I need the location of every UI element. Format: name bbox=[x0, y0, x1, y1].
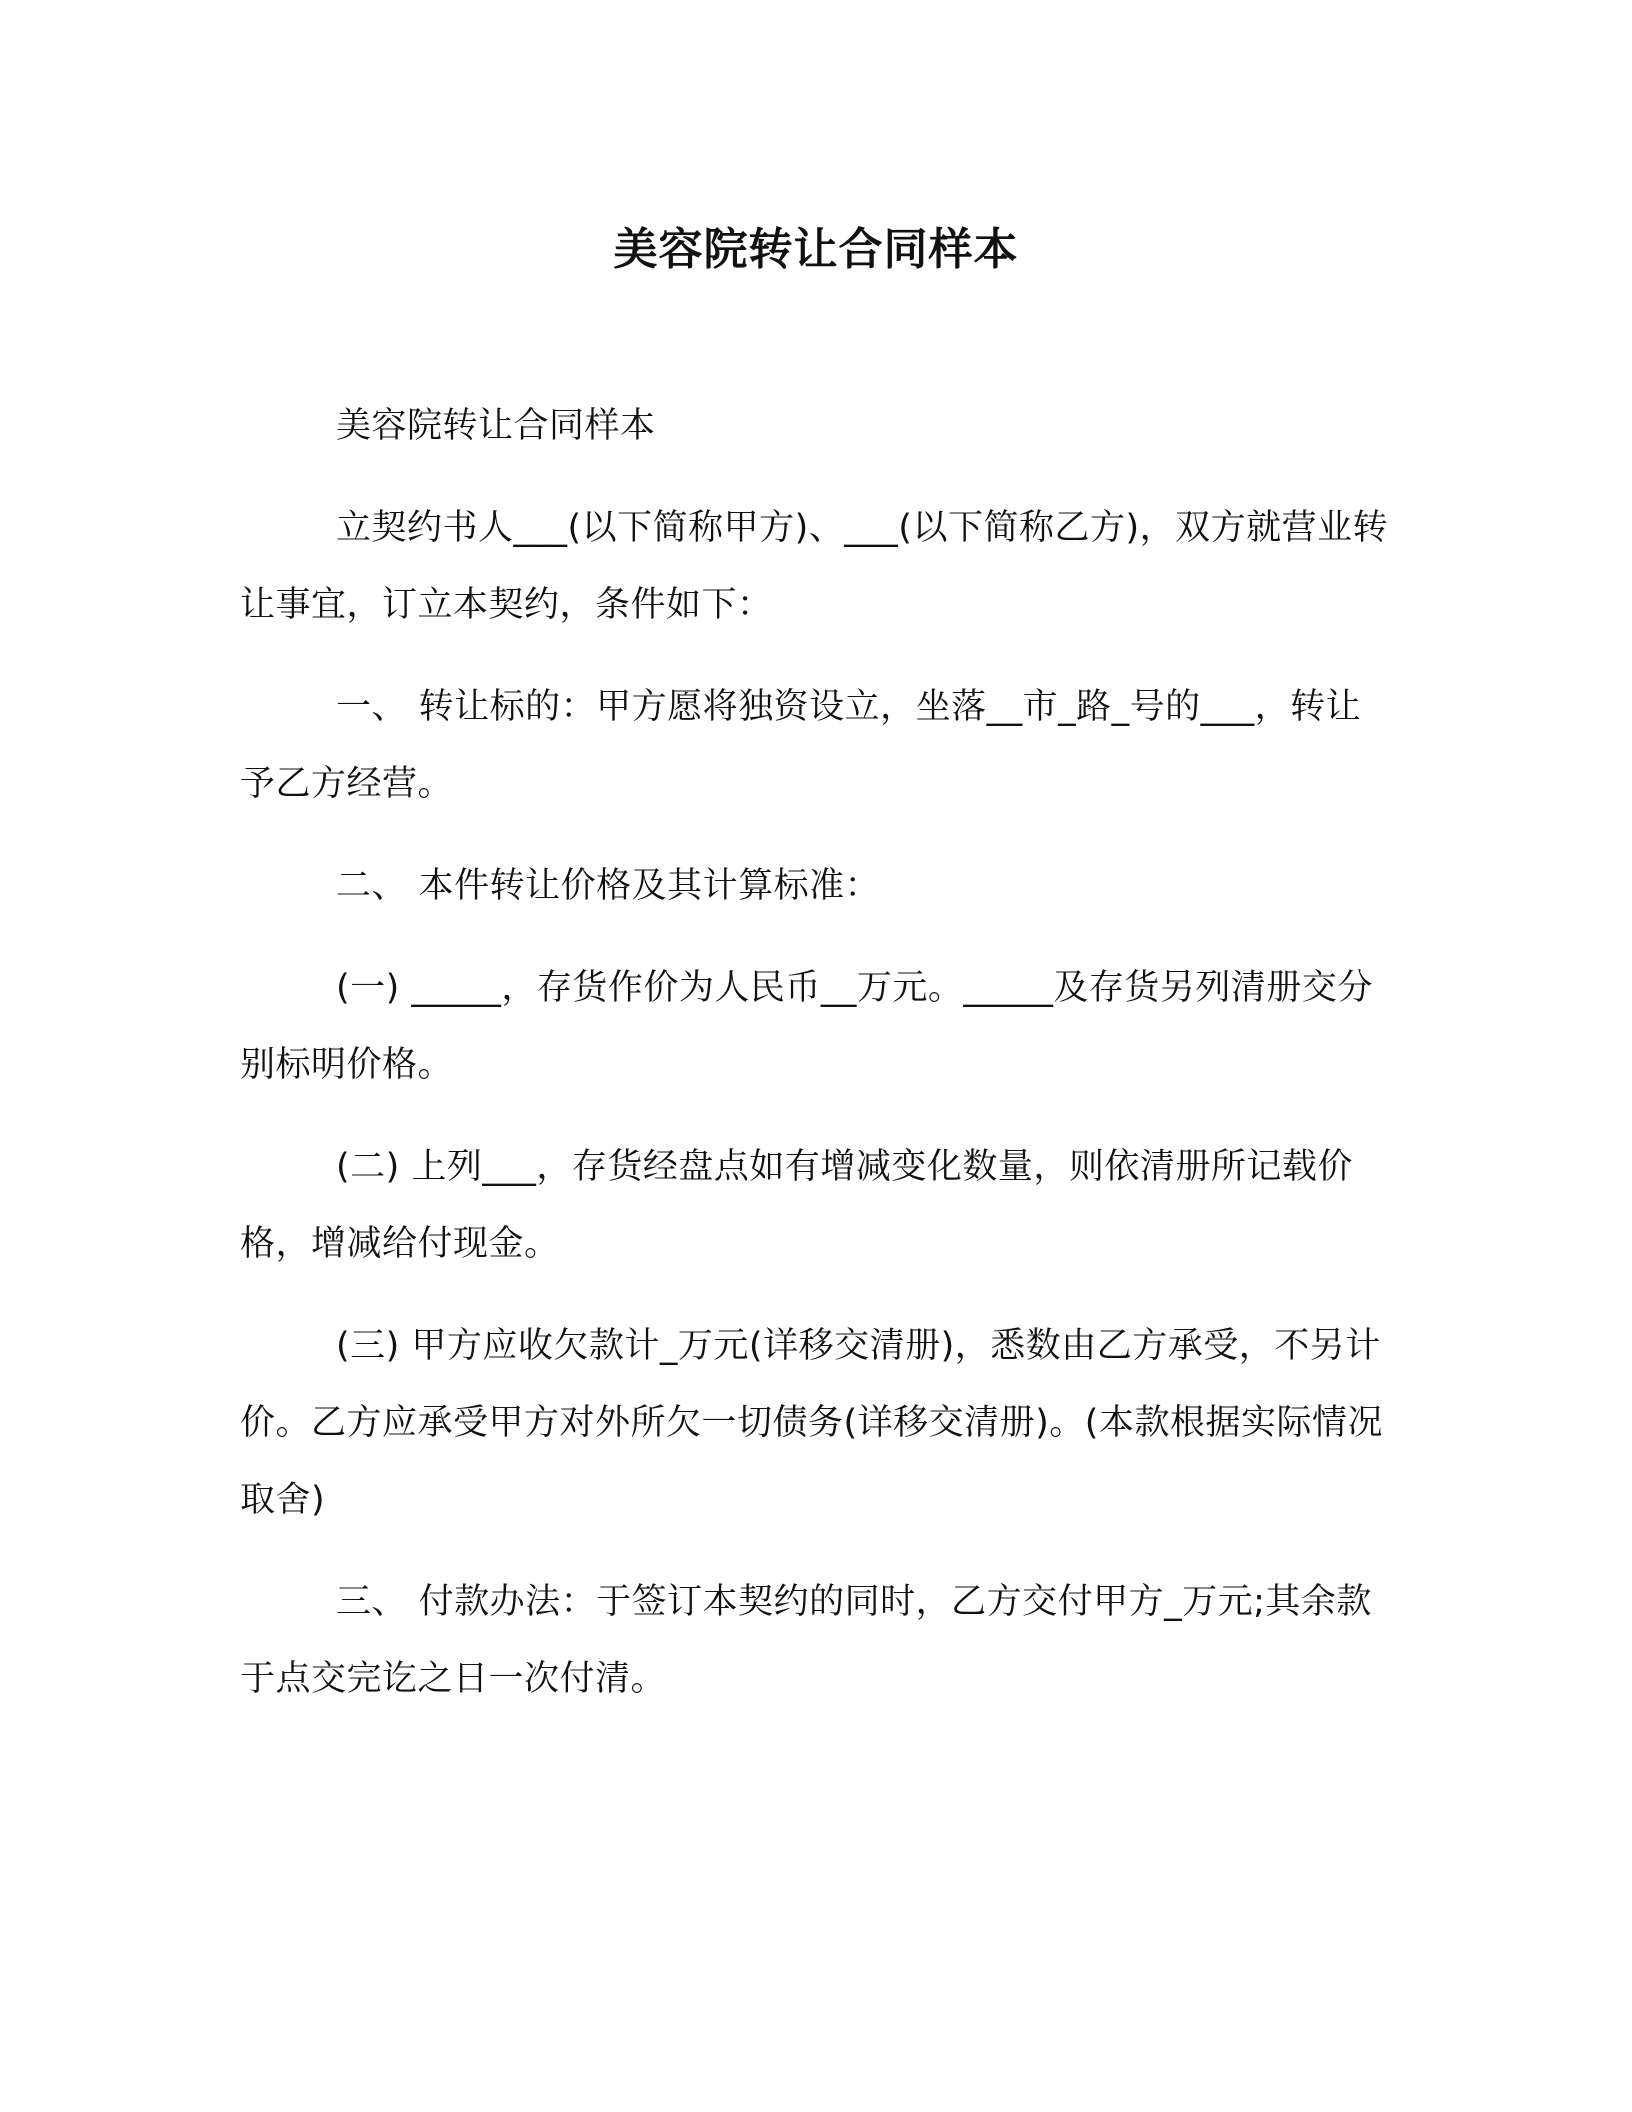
paragraph-clause-2-item-3: (三) 甲方应收欠款计_万元(详移交清册)，悉数由乙方承受，不另计价。乙方应承受甲方对外所欠一切债务(详移交清册)。(本款根据实际情况取舍) bbox=[240, 1326, 1383, 1520]
paragraph-clause-2-item-2: (二) 上列___，存货经盘点如有增减变化数量，则依清册所记载价格，增减给付现金。 bbox=[240, 1147, 1353, 1264]
paragraph-subtitle: 美容院转让合同样本 bbox=[336, 406, 656, 446]
document-body bbox=[240, 388, 1390, 1743]
paragraph-clause-2-price: 二、 本件转让价格及其计算标准： bbox=[336, 866, 881, 906]
paragraph-clause-2-item-1: (一) _____，存货作价为人民币__万元。_____及存货另列清册交分别标明价格。 bbox=[240, 968, 1373, 1085]
paragraph-parties: 立契约书人___(以下简称甲方)、___(以下简称乙方)，双方就营业转让事宜，订立本契约，条件如下： bbox=[240, 508, 1389, 625]
paragraph-clause-1-subject: 一、 转让标的：甲方愿将独资设立，坐落__市_路_号的___，转让予乙方经营。 bbox=[240, 687, 1362, 804]
paragraph-clause-3-payment: 三、 付款办法：于签订本契约的同时，乙方交付甲方_万元;其余款于点交完讫之日一次付清。 bbox=[240, 1582, 1372, 1699]
document-title: 美容院转让合同样本 bbox=[613, 224, 1019, 275]
